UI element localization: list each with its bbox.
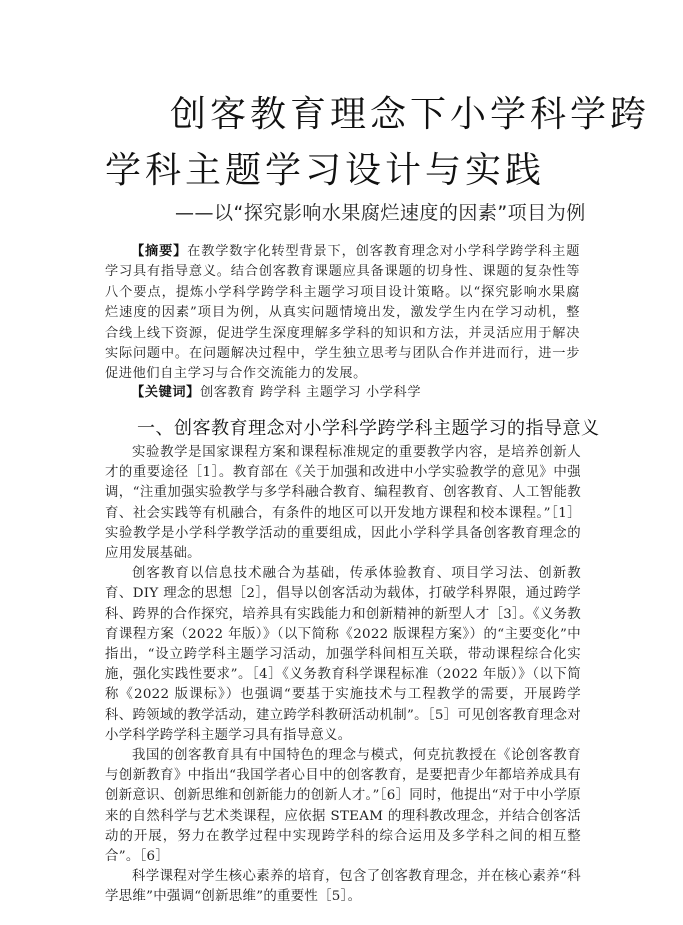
body-paragraph: 创客教育以信息技术融合为基础，传承体验教育、项目学习法、创新教育、DIY 理念的思想［2］，倡导以创客活动为载体，打破学科界限，通过跨学科、跨界的合作探究，培养具有实践能力和创新精神的新型人才［3］。《义务教育课程方案（2022 年版）》（以下简称《2022 版课程方案》）的“主要变化”中指出，“设立跨学科主题学习活动，加强学科间相互关联，带动课程综合化实施，强化实践性要求”。［4］《义务教育科学课程标准（2022 年版）》（以下简称《2022 版课标》）也强调“要基于实施技术与工程教学的需要，开展跨学科、跨领域的教学活动，建立跨学科教研活动机制”。［5］可见创客教育理念对小学科学跨学科主题学习具有指导意义。: [105, 566, 581, 743]
body-paragraph: 我国的创客教育具有中国特色的理念与模式，何克抗教授在《论创客教育与创新教育》中指出“我国学者心目中的创客教育，是要把青少年都培养成具有创新意识、创新思维和创新能力的创新人才。”［6］同时，他提出“对于中小学原来的自然科学与艺术类课程，应依据 STEAM 的理科教改理念，并结合创客活动的开展，努力在教学过程中实现跨学科的综合运用及多学科之间的相互整合”。［6］: [105, 748, 581, 865]
keywords-label: 【关键词】: [131, 385, 200, 400]
abstract: [105, 242, 580, 385]
paper-title-line2: 学科主题学习设计与实践: [105, 150, 546, 191]
paper-subtitle: ——以“探究影响水果腐烂速度的因素”项目为例: [175, 202, 586, 224]
body-paragraph: 实验教学是国家课程方案和课程标准规定的重要教学内容，是培养创新人才的重要途径［1］。教育部在《关于加强和改进中小学实验教学的意见》中强调，“注重加强实验教学与多学科融合教育、编程教育、创客教育、人工智能教育、社会实践等有机融合，有条件的地区可以开发地方课程和校本课程。”［1］实验教学是小学科学教学活动的重要组成，因此小学科学具备创客教育理念的应用发展基础。: [105, 445, 581, 562]
section-body: [105, 443, 581, 908]
section-heading: 一、创客教育理念对小学科学跨学科主题学习的指导意义: [137, 418, 600, 439]
keywords: [105, 383, 580, 403]
abstract-text: 在教学数字化转型背景下，创客教育理念对小学科学跨学科主题学习具有指导意义。结合创客教育课题应具备课题的切身性、课题的复杂性等八个要点，提炼小学科学跨学科主题学习项目设计策略。以“探究影响水果腐烂速度的因素”项目为例，从真实问题情境出发，激发学生内在学习动机，整合线上线下资源，促进学生深度理解多学科的知识和方法，并灵活应用于解决实际问题中。在问题解决过程中，学生独立思考与团队合作并进而行，进一步促进他们自主学习与合作交流能力的发展。: [105, 244, 580, 382]
abstract-label: 【摘要】: [131, 244, 188, 259]
paper-title-line1: 创客教育理念下小学科学跨: [170, 94, 651, 135]
body-paragraph: 科学课程对学生核心素养的培育，包含了创客教育理念，并在核心素养“科学思维”中强调“创新思维”的重要性［5］。: [105, 869, 581, 905]
keywords-text: 创客教育 跨学科 主题学习 小学科学: [199, 385, 422, 400]
